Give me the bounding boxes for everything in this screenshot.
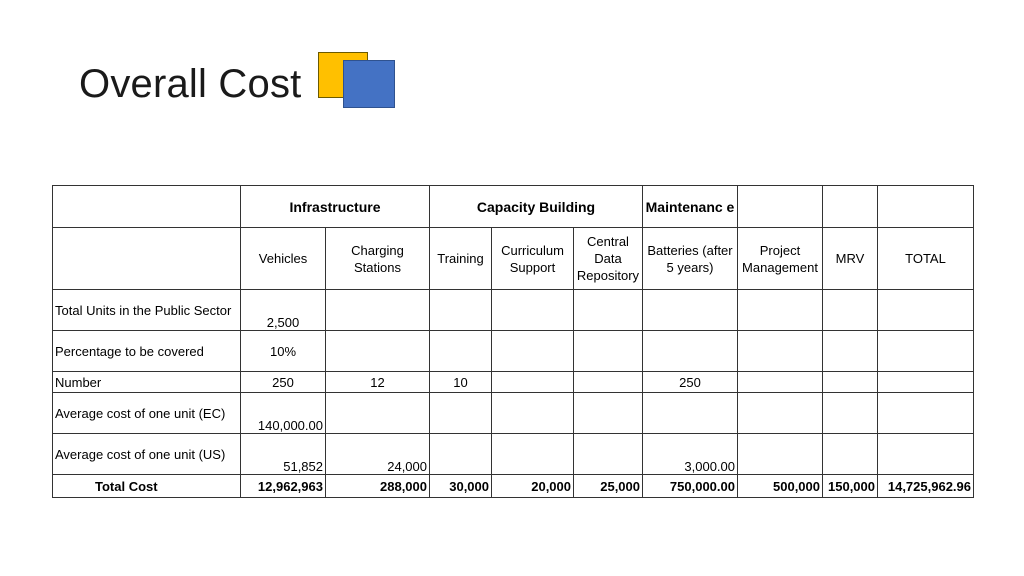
col-header-curriculum-support: Curriculum Support [492, 228, 574, 290]
empty-cell [738, 393, 823, 434]
cell-batteries: 750,000.00 [643, 475, 738, 498]
cell-vehicles: 250 [241, 372, 326, 393]
empty-cell [430, 290, 492, 331]
empty-cell [738, 290, 823, 331]
empty-cell [574, 434, 643, 475]
cell-vehicles: 140,000.00 [241, 393, 326, 434]
cell-training: 30,000 [430, 475, 492, 498]
cell-vehicles: 2,500 [241, 290, 326, 331]
cell-curriculum-support: 20,000 [492, 475, 574, 498]
col-header-central-data-repository: Central Data Repository [574, 228, 643, 290]
group-header-maintenance: Maintenanc e [643, 186, 738, 228]
cell-charging-stations: 288,000 [326, 475, 430, 498]
col-header-charging-stations: Charging Stations [326, 228, 430, 290]
empty-cell [878, 434, 974, 475]
table-row-avg-cost-ec [53, 393, 974, 434]
overlapping-squares-icon [318, 52, 398, 110]
empty-cell [574, 393, 643, 434]
overall-cost-table [52, 185, 974, 498]
blue-square-icon [343, 60, 395, 108]
cell-vehicles: 10% [241, 331, 326, 372]
row-label: Average cost of one unit (EC) [53, 393, 241, 434]
cell-central-data-repository: 25,000 [574, 475, 643, 498]
column-header-row [53, 228, 974, 290]
empty-cell [492, 290, 574, 331]
empty-cell [823, 290, 878, 331]
empty-corner-cell [53, 186, 241, 228]
row-label: Total Units in the Public Sector [53, 290, 241, 331]
table-row-total-units [53, 290, 974, 331]
empty-cell [574, 331, 643, 372]
slide-title: Overall Cost [79, 62, 302, 106]
empty-header-cell [878, 186, 974, 228]
cell-mrv: 150,000 [823, 475, 878, 498]
group-header-capacity-building: Capacity Building [430, 186, 643, 228]
cell-charging-stations: 24,000 [326, 434, 430, 475]
empty-header-cell [823, 186, 878, 228]
empty-cell [430, 434, 492, 475]
empty-cell [492, 434, 574, 475]
cell-total: 14,725,962.96 [878, 475, 974, 498]
group-header-row [53, 186, 974, 228]
table-row-avg-cost-us [53, 434, 974, 475]
cell-training: 10 [430, 372, 492, 393]
empty-cell [492, 393, 574, 434]
empty-header-cell [738, 186, 823, 228]
row-label: Total Cost [53, 475, 241, 498]
empty-cell [878, 331, 974, 372]
empty-cell [574, 372, 643, 393]
col-header-batteries: Batteries (after 5 years) [643, 228, 738, 290]
empty-cell [738, 434, 823, 475]
cell-batteries: 250 [643, 372, 738, 393]
empty-cell [574, 290, 643, 331]
table-row-percentage [53, 331, 974, 372]
empty-cell [492, 372, 574, 393]
empty-cell [326, 393, 430, 434]
empty-cell [878, 393, 974, 434]
empty-cell [643, 290, 738, 331]
cell-vehicles: 51,852 [241, 434, 326, 475]
row-label: Percentage to be covered [53, 331, 241, 372]
empty-cell [643, 331, 738, 372]
empty-label-header [53, 228, 241, 290]
empty-cell [738, 372, 823, 393]
table-row-number [53, 372, 974, 393]
empty-cell [878, 372, 974, 393]
cell-charging-stations: 12 [326, 372, 430, 393]
row-label: Number [53, 372, 241, 393]
empty-cell [823, 434, 878, 475]
empty-cell [823, 372, 878, 393]
cell-project-management: 500,000 [738, 475, 823, 498]
group-header-infrastructure: Infrastructure [241, 186, 430, 228]
col-header-training: Training [430, 228, 492, 290]
empty-cell [738, 331, 823, 372]
row-label: Average cost of one unit (US) [53, 434, 241, 475]
empty-cell [823, 393, 878, 434]
table-row-total-cost [53, 475, 974, 498]
empty-cell [643, 393, 738, 434]
col-header-total: TOTAL [878, 228, 974, 290]
empty-cell [430, 393, 492, 434]
empty-cell [430, 331, 492, 372]
cell-batteries: 3,000.00 [643, 434, 738, 475]
empty-cell [823, 331, 878, 372]
empty-cell [326, 331, 430, 372]
col-header-mrv: MRV [823, 228, 878, 290]
empty-cell [492, 331, 574, 372]
empty-cell [326, 290, 430, 331]
col-header-project-management: Project Management [738, 228, 823, 290]
col-header-vehicles: Vehicles [241, 228, 326, 290]
cell-vehicles: 12,962,963 [241, 475, 326, 498]
empty-cell [878, 290, 974, 331]
